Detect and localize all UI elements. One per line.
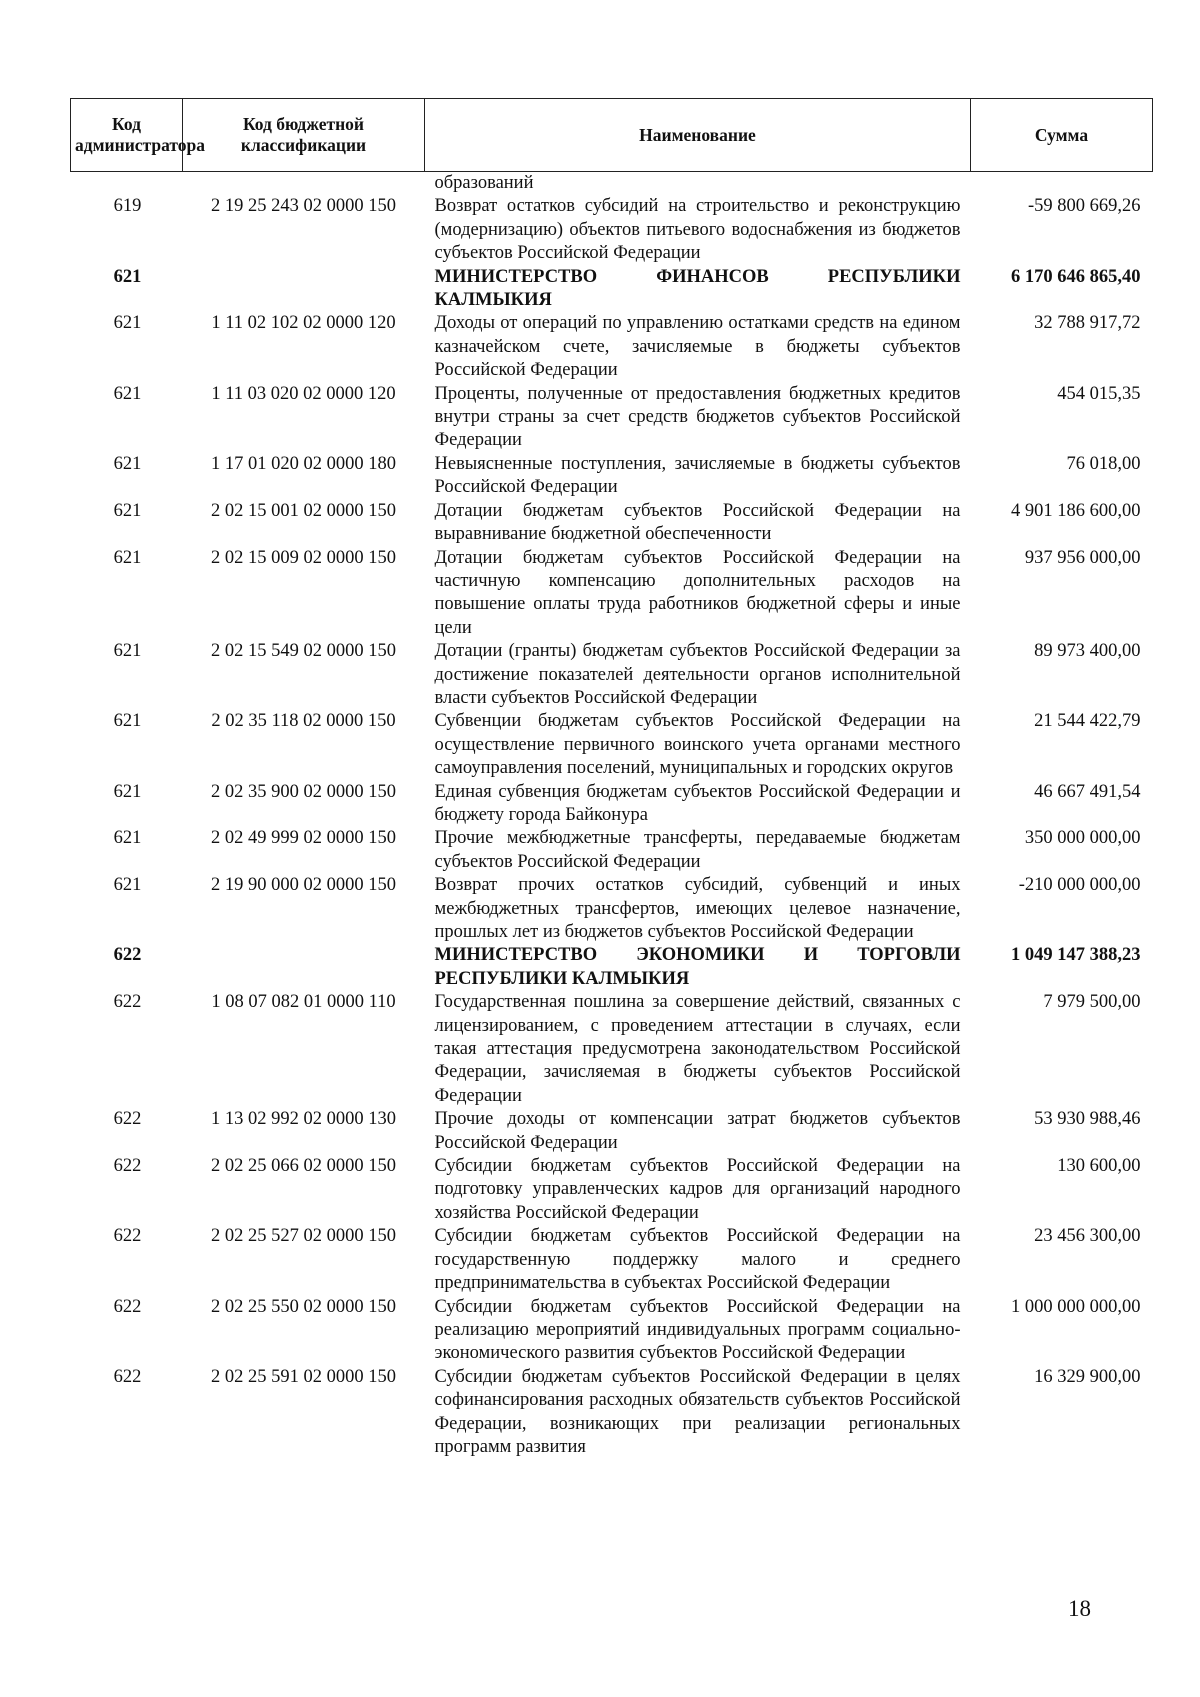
budget-code-cell: 2 02 15 001 02 0000 150 (211, 500, 396, 521)
table-row (71, 1296, 1153, 1366)
ministry-row (71, 266, 1153, 313)
budget-code-cell: 2 19 25 243 02 0000 150 (211, 196, 396, 217)
budget-code-cell (183, 266, 425, 313)
name-cell: Государственная пошлина за совершение действий, связанных с лицензированием, с проведением аттестации в случаях, если такая аттестация предусмотрена законодательством Российской Федерации, зачисляемая в бюджеты субъектов Российской Федерации (434, 992, 961, 1106)
name-cell: образований (434, 173, 534, 193)
budget-code-cell: 2 02 25 591 02 0000 150 (211, 1366, 396, 1387)
name-cell: Субсидии бюджетам субъектов Российской Федерации в целях софинансирования расходных обязательств субъектов Российской Федерации, возникающих при реализации региональных программ развития (434, 1366, 961, 1457)
admin-code-cell: 622 (113, 1296, 142, 1317)
name-cell: Дотации (гранты) бюджетам субъектов Российской Федерации за достижение показателей деятельности органов исполнительной власти субъектов Российской Федерации (434, 641, 961, 708)
admin-code-cell: 622 (113, 992, 142, 1013)
budget-table (70, 98, 1153, 1459)
admin-code-cell: 622 (113, 1156, 142, 1177)
table-row (71, 195, 1153, 265)
name-cell: Прочие межбюджетные трансферты, передаваемые бюджетам субъектов Российской Федерации (434, 828, 961, 872)
page-number: 18 (1068, 1596, 1091, 1621)
name-cell: МИНИСТЕРСТВО ЭКОНОМИКИ И ТОРГОВЛИ РЕСПУБЛИКИ КАЛМЫКИЯ (434, 945, 961, 989)
admin-code-cell: 621 (113, 711, 142, 732)
budget-code-cell (183, 172, 425, 196)
name-cell: Доходы от операций по управлению остатками средств на едином казначейском счете, зачисляемые в бюджеты субъектов Российской Федерации (434, 313, 961, 381)
budget-code-cell (183, 944, 425, 991)
sum-cell: 454 015,35 (1057, 383, 1141, 404)
sum-cell: 53 930 988,46 (1034, 1109, 1141, 1130)
name-cell: Субсидии бюджетам субъектов Российской Федерации на государственную поддержку малого и среднего предпринимательства в субъектах Российской Федерации (434, 1226, 961, 1294)
sum-cell: 46 667 491,54 (1034, 781, 1141, 802)
admin-code-cell: 621 (113, 875, 142, 896)
name-cell: Субсидии бюджетам субъектов Российской Федерации на подготовку управленческих кадров для организаций народного хозяйства Российской Федерации (434, 1156, 961, 1223)
budget-code-cell: 2 02 15 009 02 0000 150 (211, 547, 396, 568)
sum-cell: -59 800 669,26 (1027, 196, 1141, 217)
budget-code-cell: 1 13 02 992 02 0000 130 (211, 1109, 396, 1130)
table-row (71, 1366, 1153, 1460)
admin-code-cell: 622 (113, 1226, 142, 1247)
sum-cell: 130 600,00 (1057, 1156, 1141, 1177)
name-cell: Единая субвенция бюджетам субъектов Российской Федерации и бюджету города Байконура (434, 781, 961, 825)
sum-cell: 7 979 500,00 (1043, 992, 1141, 1013)
table-row (71, 312, 1153, 382)
admin-code-cell: 621 (113, 266, 142, 287)
admin-code-cell: 621 (113, 453, 142, 474)
name-cell: Возврат остатков субсидий на строительство и реконструкцию (модернизацию) объектов питьевого водоснабжения из бюджетов субъектов Российской Федерации (434, 196, 961, 264)
admin-code-cell: 622 (113, 1366, 142, 1387)
sum-cell: 16 329 900,00 (1034, 1366, 1141, 1387)
admin-code-cell: 621 (113, 500, 142, 521)
admin-code-cell: 619 (113, 196, 142, 217)
budget-code-cell: 2 19 90 000 02 0000 150 (211, 875, 396, 896)
sum-cell: 21 544 422,79 (1034, 711, 1141, 732)
budget-code-cell: 2 02 25 066 02 0000 150 (211, 1156, 396, 1177)
admin-code-cell: 622 (113, 1109, 142, 1130)
admin-code-cell (71, 172, 183, 196)
sum-cell (971, 172, 1153, 196)
budget-code-cell: 2 02 15 549 02 0000 150 (211, 641, 396, 662)
table-row (71, 710, 1153, 780)
name-cell: Прочие доходы от компенсации затрат бюджетов субъектов Российской Федерации (434, 1109, 961, 1153)
table-row (71, 1155, 1153, 1225)
admin-code-cell: 621 (113, 781, 142, 802)
name-cell: Проценты, полученные от предоставления бюджетных кредитов внутри страны за счет средств бюджетов субъектов Российской Федерации (434, 383, 961, 451)
budget-code-cell: 2 02 35 118 02 0000 150 (211, 711, 396, 732)
ministry-row (71, 944, 1153, 991)
name-cell: Невыясненные поступления, зачисляемые в бюджеты субъектов Российской Федерации (434, 453, 961, 498)
table-row (71, 827, 1153, 874)
admin-code-cell: 621 (113, 313, 142, 334)
table-row (71, 991, 1153, 1108)
admin-code-cell: 621 (113, 828, 142, 849)
table-row (71, 383, 1153, 453)
admin-code-cell: 621 (113, 641, 142, 662)
budget-code-cell: 2 02 49 999 02 0000 150 (211, 828, 396, 849)
sum-cell: 4 901 186 600,00 (1011, 500, 1141, 521)
table-row (71, 640, 1153, 710)
table-row (71, 1108, 1153, 1155)
name-cell: Субвенции бюджетам субъектов Российской Федерации на осуществление первичного воинского учета органами местного самоуправления поселений, муниципальных и городских округов (434, 711, 961, 779)
sum-cell: 32 788 917,72 (1034, 313, 1141, 334)
table-row (71, 453, 1153, 500)
name-cell: Возврат прочих остатков субсидий, субвенций и иных межбюджетных трансфертов, имеющих целевое назначение, прошлых лет из бюджетов субъектов Российской Федерации (434, 875, 961, 942)
sum-cell: 1 049 147 388,23 (1011, 945, 1141, 966)
sum-cell: 1 000 000 000,00 (1011, 1296, 1141, 1317)
table-row (71, 547, 1153, 641)
table-body (71, 172, 1153, 1460)
header-admin-code: Код администратора (71, 99, 183, 172)
sum-cell: 937 956 000,00 (1024, 547, 1141, 568)
header-name: Наименование (425, 99, 971, 172)
budget-code-cell: 1 11 03 020 02 0000 120 (211, 383, 396, 404)
name-cell: Дотации бюджетам субъектов Российской Федерации на частичную компенсацию дополнительных расходов на повышение оплаты труда работников бюджетной сферы и иные цели (434, 547, 961, 638)
sum-cell: 350 000 000,00 (1024, 828, 1141, 849)
name-cell: Дотации бюджетам субъектов Российской Федерации на выравнивание бюджетной обеспеченности (434, 500, 961, 545)
header-sum: Сумма (971, 99, 1153, 172)
table-row (71, 500, 1153, 547)
budget-code-cell: 1 08 07 082 01 0000 110 (211, 992, 396, 1013)
table-row (71, 1225, 1153, 1295)
budget-code-cell: 1 17 01 020 02 0000 180 (211, 453, 396, 474)
sum-cell: -210 000 000,00 (1018, 875, 1141, 896)
budget-code-cell: 1 11 02 102 02 0000 120 (211, 313, 396, 334)
sum-cell: 89 973 400,00 (1034, 641, 1141, 662)
table-header-row (71, 99, 1153, 172)
budget-code-cell: 2 02 25 527 02 0000 150 (211, 1226, 396, 1247)
name-cell: Субсидии бюджетам субъектов Российской Федерации на реализацию мероприятий индивидуальных программ социально-экономического развития субъектов Российской Федерации (434, 1296, 961, 1364)
table-row (71, 874, 1153, 944)
sum-cell: 76 018,00 (1066, 453, 1141, 474)
admin-code-cell: 621 (113, 547, 142, 568)
table-row (71, 172, 1153, 196)
sum-cell: 23 456 300,00 (1034, 1226, 1141, 1247)
name-cell: МИНИСТЕРСТВО ФИНАНСОВ РЕСПУБЛИКИ КАЛМЫКИЯ (434, 266, 961, 311)
budget-code-cell: 2 02 25 550 02 0000 150 (211, 1296, 396, 1317)
admin-code-cell: 621 (113, 383, 142, 404)
admin-code-cell: 622 (113, 945, 142, 966)
header-budget-code: Код бюджетной классификации (183, 99, 425, 172)
sum-cell: 6 170 646 865,40 (1011, 266, 1141, 287)
budget-code-cell: 2 02 35 900 02 0000 150 (211, 781, 396, 802)
table-row (71, 781, 1153, 828)
